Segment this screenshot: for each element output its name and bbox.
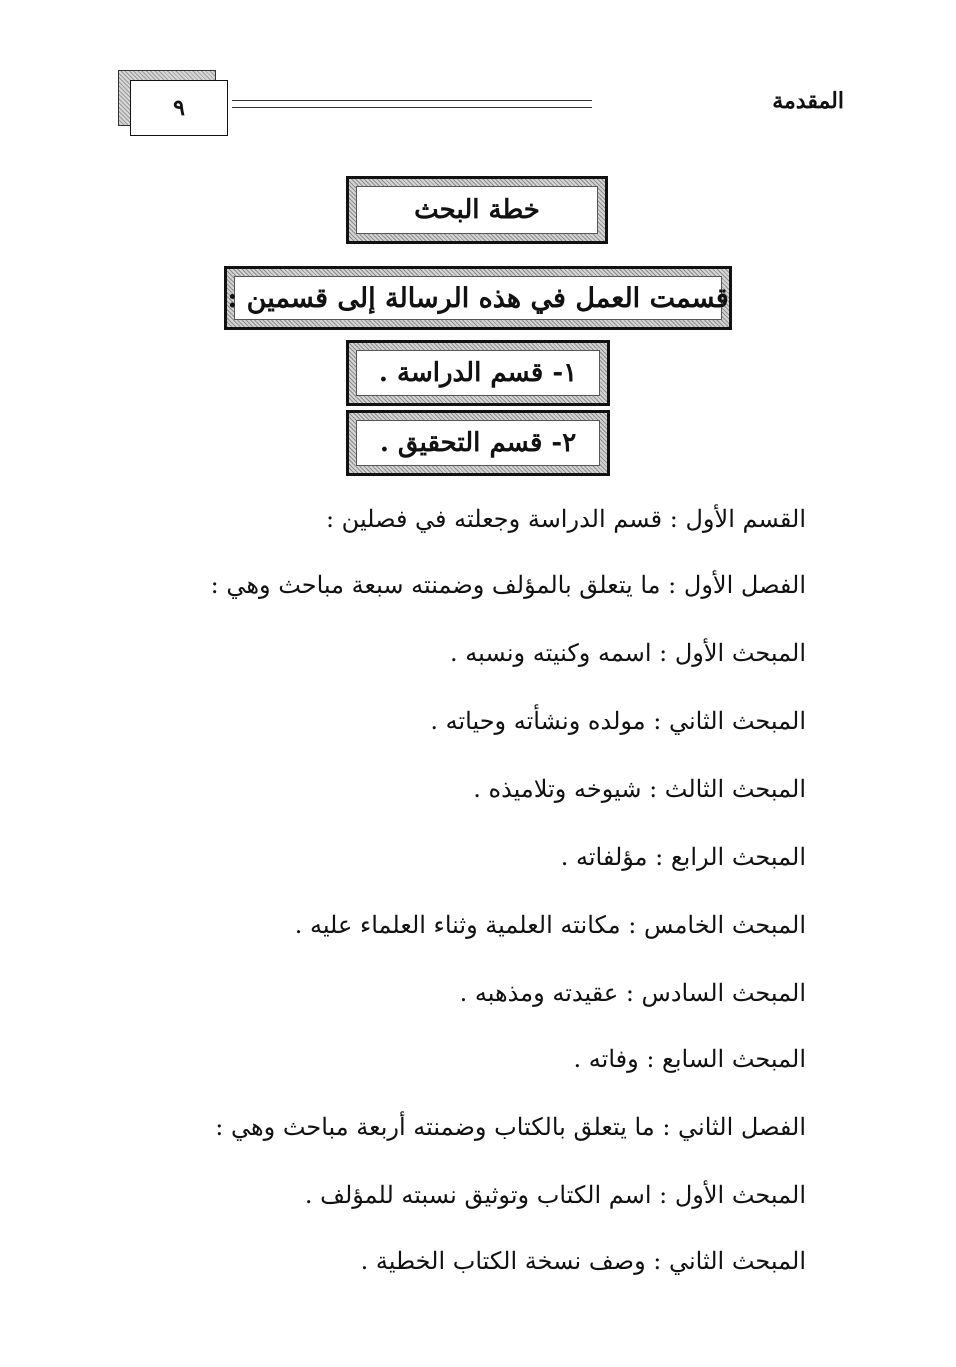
plan-title: خطة البحث (356, 186, 598, 234)
outline-line: المبحث الثالث : شيوخه وتلاميذه . (473, 775, 806, 803)
section-title: المقدمة (772, 88, 844, 114)
division-text: قسمت العمل في هذه الرسالة إلى قسمين : (234, 276, 722, 320)
part-edit-text: ٢- قسم التحقيق . (356, 420, 600, 466)
outline-line: القسم الأول : قسم الدراسة وجعلته في فصلين : (325, 505, 806, 533)
part-study-text: ١- قسم الدراسة . (356, 350, 600, 396)
outline-line: المبحث الأول : اسمه وكنيته ونسبه . (450, 639, 806, 667)
outline-line: المبحث الخامس : مكانته العلمية وثناء العلماء عليه . (294, 911, 806, 939)
part-edit-box (346, 410, 610, 476)
page-number: ٩ (130, 80, 228, 136)
plan-title-box (346, 176, 608, 244)
page-number-box (118, 70, 228, 136)
outline-line: المبحث الثاني : مولده ونشأته وحياته . (430, 707, 806, 735)
header-rule (232, 100, 592, 108)
outline-line: المبحث السابع : وفاته . (573, 1045, 806, 1073)
outline-line: المبحث الأول : اسم الكتاب وتوثيق نسبته للمؤلف . (304, 1181, 806, 1209)
part-study-box (346, 340, 610, 406)
outline-line: الفصل الأول : ما يتعلق بالمؤلف وضمنته سبعة مباحث وهي : (210, 571, 806, 599)
outline-line: المبحث الثاني : وصف نسخة الكتاب الخطية . (360, 1247, 806, 1275)
division-box (224, 266, 732, 330)
outline-line: المبحث الرابع : مؤلفاته . (560, 843, 806, 871)
outline-line: المبحث السادس : عقيدته ومذهبه . (459, 979, 806, 1007)
outline-line: الفصل الثاني : ما يتعلق بالكتاب وضمنته أربعة مباحث وهي : (215, 1113, 806, 1141)
